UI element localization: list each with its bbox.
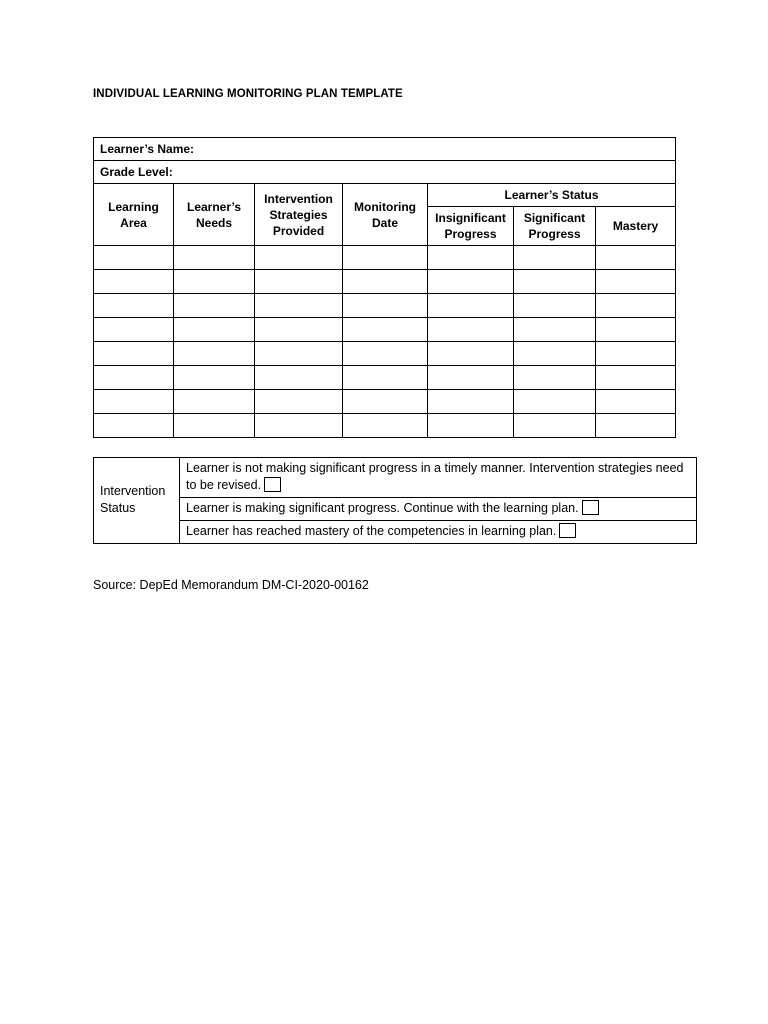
status-option-row bbox=[94, 521, 697, 544]
table-row bbox=[94, 342, 676, 366]
table-row bbox=[94, 294, 676, 318]
table-cell[interactable] bbox=[514, 366, 596, 390]
table-cell[interactable] bbox=[514, 270, 596, 294]
table-cell[interactable] bbox=[94, 294, 174, 318]
table-cell[interactable] bbox=[428, 414, 514, 438]
table-cell[interactable] bbox=[255, 270, 343, 294]
table-cell[interactable] bbox=[174, 390, 255, 414]
header-insignificant-progress: Insignificant Progress bbox=[428, 207, 514, 246]
table-cell[interactable] bbox=[596, 270, 676, 294]
table-row bbox=[94, 366, 676, 390]
grade-level-row bbox=[94, 161, 676, 184]
table-cell[interactable] bbox=[428, 270, 514, 294]
intervention-status-table bbox=[93, 457, 697, 544]
table-cell[interactable] bbox=[596, 294, 676, 318]
table-cell[interactable] bbox=[428, 390, 514, 414]
status-option-text: Learner is making significant progress. Continue with the learning plan. bbox=[186, 501, 579, 515]
header-mastery: Mastery bbox=[596, 207, 676, 246]
table-cell[interactable] bbox=[255, 414, 343, 438]
table-cell[interactable] bbox=[94, 318, 174, 342]
table-cell[interactable] bbox=[343, 294, 428, 318]
table-row bbox=[94, 270, 676, 294]
table-cell[interactable] bbox=[596, 246, 676, 270]
learner-name-label: Learner’s Name: bbox=[94, 138, 676, 161]
table-cell[interactable] bbox=[343, 390, 428, 414]
grade-level-label: Grade Level: bbox=[94, 161, 676, 184]
blank-rows bbox=[94, 246, 676, 438]
table-cell[interactable] bbox=[94, 246, 174, 270]
status-option-row bbox=[94, 458, 697, 498]
source-note: Source: DepEd Memorandum DM-CI-2020-00162 bbox=[93, 578, 369, 592]
table-cell[interactable] bbox=[174, 342, 255, 366]
header-learners-needs: Learner’s Needs bbox=[174, 184, 255, 246]
status-option-text: Learner has reached mastery of the competencies in learning plan. bbox=[186, 524, 557, 538]
status-option bbox=[180, 521, 697, 544]
table-cell[interactable] bbox=[255, 390, 343, 414]
table-cell[interactable] bbox=[174, 414, 255, 438]
header-learning-area: Learning Area bbox=[94, 184, 174, 246]
table-cell[interactable] bbox=[596, 366, 676, 390]
table-cell[interactable] bbox=[514, 294, 596, 318]
document-title: INDIVIDUAL LEARNING MONITORING PLAN TEMPLATE bbox=[93, 88, 403, 100]
table-cell[interactable] bbox=[343, 246, 428, 270]
table-row bbox=[94, 390, 676, 414]
status-option bbox=[180, 498, 697, 521]
status-option-row bbox=[94, 498, 697, 521]
table-cell[interactable] bbox=[514, 246, 596, 270]
header-row bbox=[94, 184, 676, 207]
table-cell[interactable] bbox=[94, 342, 174, 366]
table-cell[interactable] bbox=[174, 294, 255, 318]
table-cell[interactable] bbox=[255, 342, 343, 366]
table-cell[interactable] bbox=[255, 318, 343, 342]
header-intervention-strategies: Intervention Strategies Provided bbox=[255, 184, 343, 246]
table-cell[interactable] bbox=[343, 318, 428, 342]
table-cell[interactable] bbox=[343, 342, 428, 366]
table-row bbox=[94, 414, 676, 438]
table-cell[interactable] bbox=[596, 414, 676, 438]
intervention-status-label: Intervention Status bbox=[94, 458, 180, 544]
table-cell[interactable] bbox=[428, 342, 514, 366]
header-learners-status: Learner’s Status bbox=[428, 184, 676, 207]
status-option-text: Learner is not making significant progress in a timely manner. Intervention strategies need to be revised. bbox=[186, 461, 684, 492]
table-cell[interactable] bbox=[428, 318, 514, 342]
table-cell[interactable] bbox=[596, 342, 676, 366]
table-cell[interactable] bbox=[174, 270, 255, 294]
status-option bbox=[180, 458, 697, 498]
status-checkbox[interactable] bbox=[559, 523, 576, 538]
table-row bbox=[94, 246, 676, 270]
table-cell[interactable] bbox=[514, 342, 596, 366]
table-cell[interactable] bbox=[174, 318, 255, 342]
table-cell[interactable] bbox=[428, 246, 514, 270]
table-cell[interactable] bbox=[343, 414, 428, 438]
table-cell[interactable] bbox=[255, 366, 343, 390]
table-cell[interactable] bbox=[343, 366, 428, 390]
table-cell[interactable] bbox=[514, 390, 596, 414]
table-cell[interactable] bbox=[174, 366, 255, 390]
table-cell[interactable] bbox=[174, 246, 255, 270]
table-cell[interactable] bbox=[514, 318, 596, 342]
table-cell[interactable] bbox=[255, 294, 343, 318]
header-significant-progress: Significant Progress bbox=[514, 207, 596, 246]
monitoring-table bbox=[93, 137, 676, 438]
status-checkbox[interactable] bbox=[582, 500, 599, 515]
header-monitoring-date: Monitoring Date bbox=[343, 184, 428, 246]
table-cell[interactable] bbox=[596, 318, 676, 342]
table-cell[interactable] bbox=[94, 414, 174, 438]
learner-name-row bbox=[94, 138, 676, 161]
table-cell[interactable] bbox=[255, 246, 343, 270]
table-cell[interactable] bbox=[94, 270, 174, 294]
status-checkbox[interactable] bbox=[264, 477, 281, 492]
table-cell[interactable] bbox=[94, 366, 174, 390]
table-cell[interactable] bbox=[514, 414, 596, 438]
table-row bbox=[94, 318, 676, 342]
table-cell[interactable] bbox=[343, 270, 428, 294]
table-cell[interactable] bbox=[94, 390, 174, 414]
table-cell[interactable] bbox=[428, 366, 514, 390]
table-cell[interactable] bbox=[596, 390, 676, 414]
table-cell[interactable] bbox=[428, 294, 514, 318]
